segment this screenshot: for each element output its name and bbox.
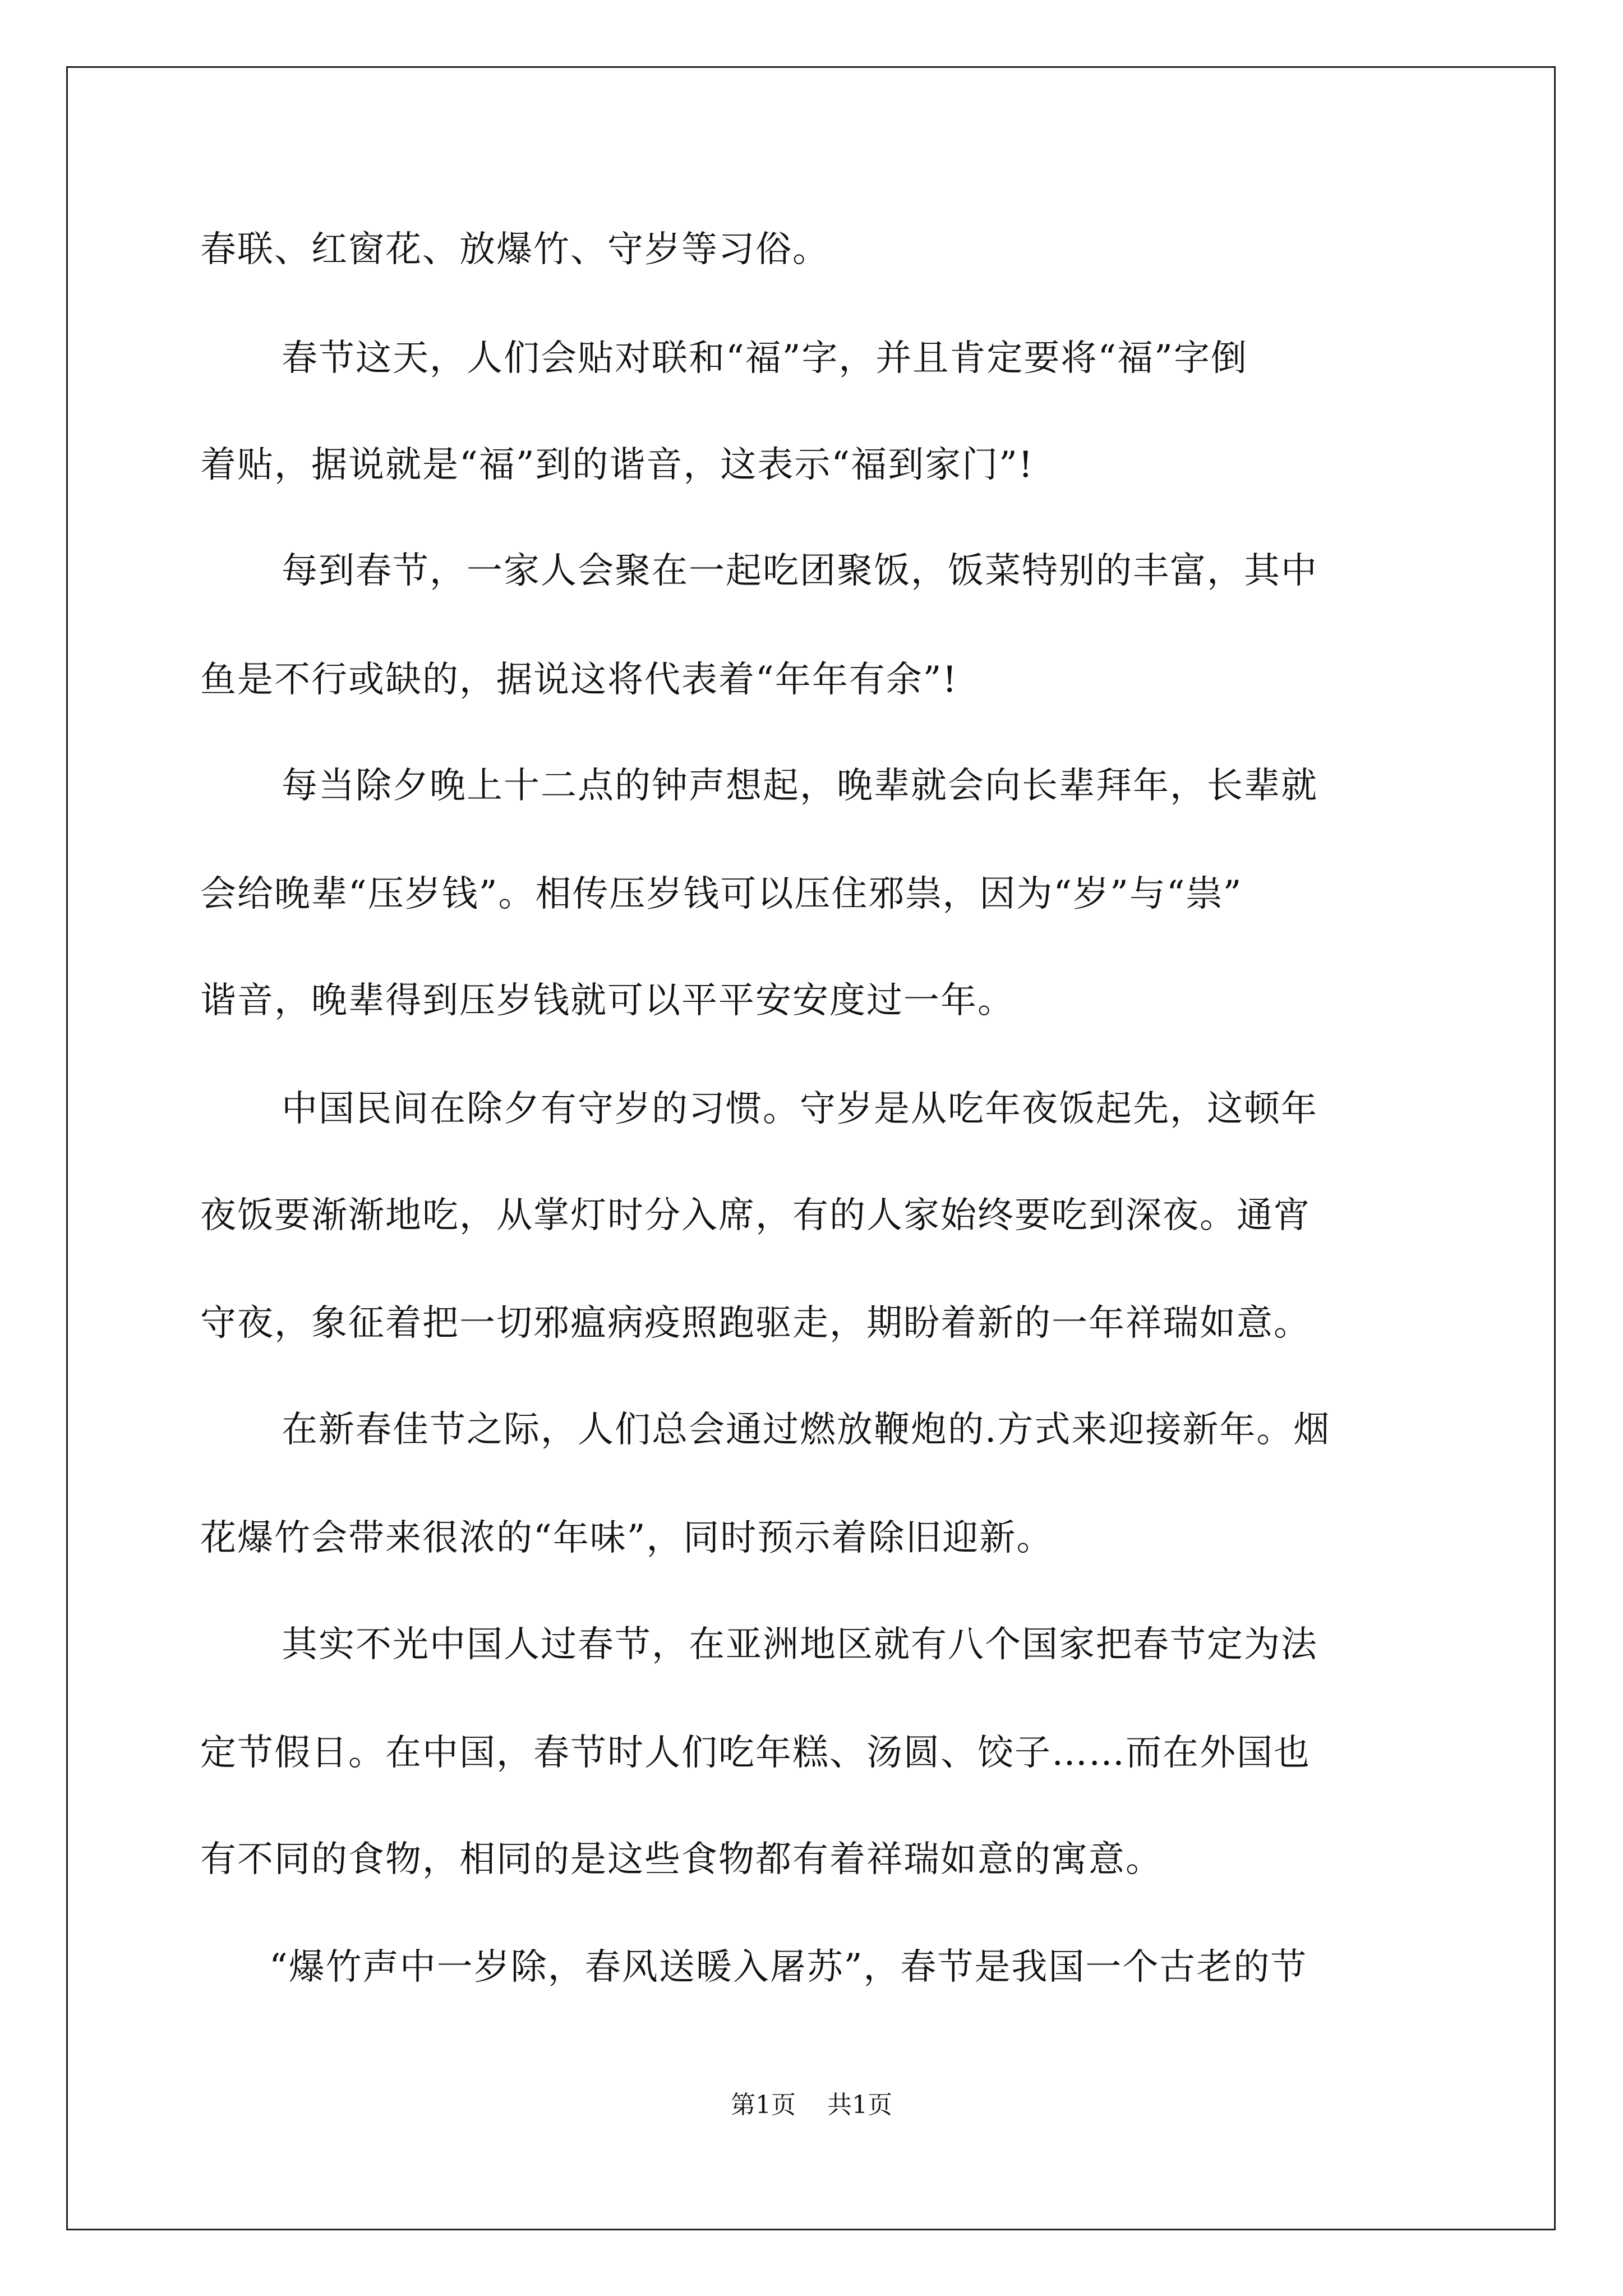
text-line: 着贴，据说就是“福”到的谐音，这表示“福到家门”! bbox=[200, 444, 1034, 486]
text-line: 会给晚辈“压岁钱”。相传压岁钱可以压住邪祟，因为“岁”与“祟” bbox=[200, 873, 1243, 915]
text-line: 中国民间在除夕有守岁的习惯。守岁是从吃年夜饭起先，这顿年 bbox=[282, 1088, 1318, 1130]
text-line: 守夜，象征着把一切邪瘟病疫照跑驱走，期盼着新的一年祥瑞如意。 bbox=[200, 1303, 1311, 1344]
text-line: “爆竹声中一岁除，春风送暖入屠苏”，春节是我国一个古老的节 bbox=[269, 1947, 1308, 1988]
text-line: 有不同的食物，相同的是这些食物都有着祥瑞如意的寓意。 bbox=[200, 1839, 1163, 1880]
text-line: 在新春佳节之际，人们总会通过燃放鞭炮的.方式来迎接新年。烟 bbox=[282, 1409, 1331, 1451]
text-line: 春联、红窗花、放爆竹、守岁等习俗。 bbox=[200, 229, 829, 270]
text-line: 谐音，晚辈得到压岁钱就可以平平安安度过一年。 bbox=[200, 980, 1015, 1022]
text-line: 鱼是不行或缺的，据说这将代表着“年年有余”! bbox=[200, 659, 958, 701]
text-line: 每当除夕晚上十二点的钟声想起，晚辈就会向长辈拜年，长辈就 bbox=[282, 765, 1318, 807]
text-line: 定节假日。在中国，春节时人们吃年糕、汤圆、饺子……而在外国也 bbox=[200, 1732, 1311, 1774]
text-line: 夜饭要渐渐地吃，从掌灯时分入席，有的人家始终要吃到深夜。通宵 bbox=[200, 1195, 1311, 1236]
text-line: 每到春节，一家人会聚在一起吃团聚饭，饭菜特别的丰富，其中 bbox=[282, 550, 1318, 592]
page-number-footer: 第1页 共1页 bbox=[731, 2091, 892, 2119]
text-line: 花爆竹会带来很浓的“年味”，同时预示着除旧迎新。 bbox=[200, 1517, 1054, 1559]
text-line: 其实不光中国人过春节，在亚洲地区就有八个国家把春节定为法 bbox=[282, 1624, 1318, 1665]
text-line: 春节这天，人们会贴对联和“福”字，并且肯定要将“福”字倒 bbox=[282, 338, 1248, 379]
